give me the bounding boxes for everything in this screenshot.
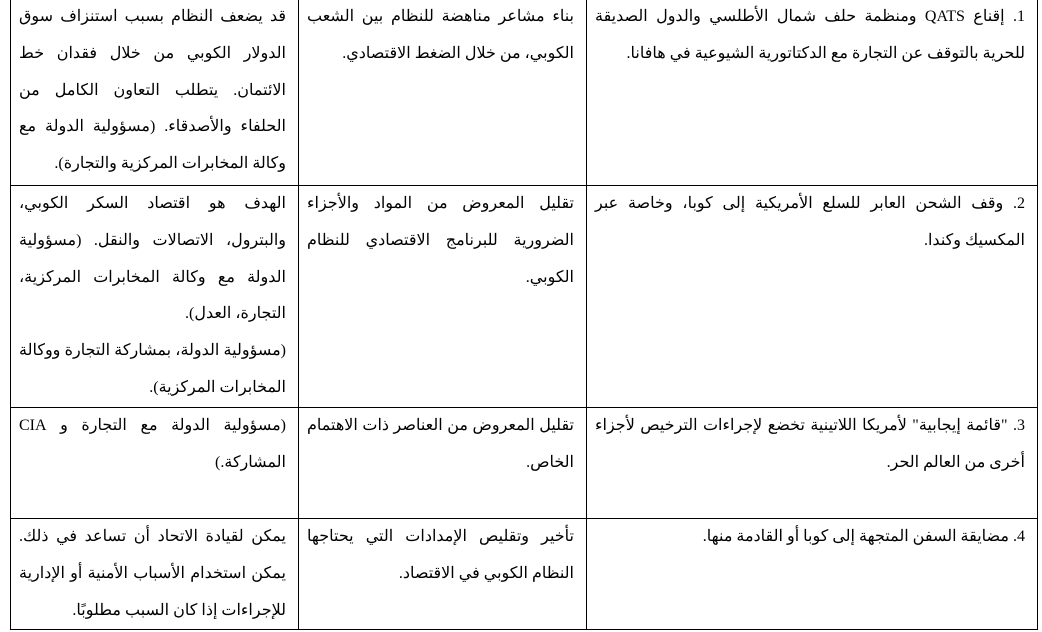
measure-cell: 4. مضايقة السفن المتجهة إلى كوبا أو القادمة منها. [587,519,1038,630]
notes-cell: الهدف هو اقتصاد السكر الكوبي، والبترول، الاتصالات والنقل. (مسؤولية الدولة مع وكالة المخابرات المركزية، التجارة، العدل). (مسؤولية الدولة، بمشاركة التجارة ووكالة المخابرات المركزية). [11,186,299,408]
objective-cell: تأخير وتقليص الإمدادات التي يحتاجها النظام الكوبي في الاقتصاد. [299,519,587,630]
objective-cell: بناء مشاعر مناهضة للنظام بين الشعب الكوبي، من خلال الضغط الاقتصادي. [299,0,587,186]
objective-cell: تقليل المعروض من المواد والأجزاء الضرورية للبرنامج الاقتصادي للنظام الكوبي. [299,186,587,408]
notes-cell: يمكن لقيادة الاتحاد أن تساعد في ذلك. يمكن استخدام الأسباب الأمنية أو الإدارية للإجراءات إذا كان السبب مطلوبًا. [11,519,299,630]
table-row [11,0,1038,186]
notes-cell: (مسؤولية الدولة مع التجارة و CIA المشاركة.) [11,408,299,519]
table-row [11,408,1038,519]
objective-cell: تقليل المعروض من العناصر ذات الاهتمام الخاص. [299,408,587,519]
measure-cell: 1. إقناع QATS ومنظمة حلف شمال الأطلسي والدول الصديقة للحرية بالتوقف عن التجارة مع الدكتاتورية الشيوعية في هافانا. [587,0,1038,186]
measure-cell: 3. "قائمة إيجابية" لأمريكا اللاتينية تخضع لإجراءات الترخيص لأجزاء أخرى من العالم الحر. [587,408,1038,519]
table-row [11,519,1038,630]
measure-cell: 2. وقف الشحن العابر للسلع الأمريكية إلى كوبا، وخاصة عبر المكسيك وكندا. [587,186,1038,408]
notes-cell: قد يضعف النظام بسبب استنزاف سوق الدولار الكوبي من خلال فقدان خط الائتمان. يتطلب التعاون الكامل من الحلفاء والأصدقاء. (مسؤولية الدولة مع وكالة المخابرات المركزية والتجارة). [11,0,299,186]
table-row [11,186,1038,408]
measures-table [10,0,1038,630]
